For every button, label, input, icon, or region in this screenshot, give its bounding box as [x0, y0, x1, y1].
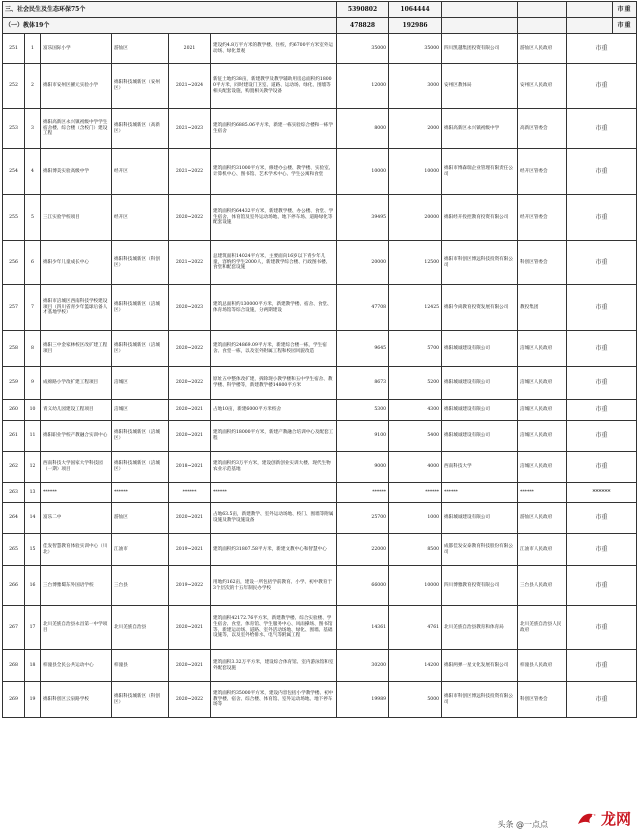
project-scale: 占地63.5亩，新建教学、室外运动场地、校门、围墙等附属设施及教学设施设备: [211, 503, 337, 534]
project-method: 市重: [567, 650, 637, 682]
row-sub-number: 11: [25, 421, 41, 452]
project-scale: 建筑总面积约130000平方米，新建教学楼、宿舍、食堂、体育场馆等综合设施，分两期建设: [211, 285, 337, 331]
project-area: 游仙区: [112, 503, 169, 534]
project-period: 2020~2022: [169, 195, 211, 241]
section-title: 三、社会民生及生态环保75个: [3, 2, 337, 18]
project-owner: 绵阳市科创区博远科技投资有限公司: [442, 682, 518, 718]
table-row: [3, 149, 637, 195]
project-scale: 新征土地约38亩，新建教学及教学辅助用房总面积约18000平方米，同时建设门卫室、道路、运动场、绿化、围墙等相关配套设施，购置相关教学设备: [211, 64, 337, 109]
row-number: 263: [3, 483, 25, 503]
row-number: 257: [3, 285, 25, 331]
row-sub-number: 14: [25, 503, 41, 534]
project-method: 市重: [567, 285, 637, 331]
table-row: [3, 534, 637, 566]
project-name: 富乐国际小学: [41, 34, 112, 64]
row-number: 260: [3, 400, 25, 421]
project-name: 绵阳三中金家林校区改扩建工程项目: [41, 331, 112, 367]
responsible-unit: 涪城区人民政府: [518, 331, 567, 367]
project-annual-invest: 35000: [389, 34, 442, 64]
row-sub-number: 1: [25, 34, 41, 64]
row-number: 259: [3, 367, 25, 400]
project-annual-invest: 4761: [389, 606, 442, 650]
project-period: 2020~2022: [169, 682, 211, 718]
project-method: 市重: [567, 64, 637, 109]
responsible-unit: 科创区管委会: [518, 241, 567, 285]
project-method: 市重: [567, 534, 637, 566]
project-name: 绵阳科创区云泉路学校: [41, 682, 112, 718]
project-annual-invest: 14200: [389, 650, 442, 682]
subsection-total: 478828: [337, 18, 389, 34]
table-row: [3, 285, 637, 331]
project-scale: 建筑面积约64432平方米，新建教学楼、办公楼、食堂、学生宿舍、体育馆及室外运动场地、地下停车场、道路绿化等配套设施: [211, 195, 337, 241]
project-total-invest: 9645: [337, 331, 389, 367]
project-annual-invest: 8500: [389, 534, 442, 566]
row-number: 256: [3, 241, 25, 285]
project-total-invest: 47708: [337, 285, 389, 331]
table-row: [3, 34, 637, 64]
project-total-invest: 30200: [337, 650, 389, 682]
row-number: 268: [3, 650, 25, 682]
row-number: 269: [3, 682, 25, 718]
project-total-invest: 39495: [337, 195, 389, 241]
row-sub-number: 9: [25, 367, 41, 400]
row-number: 262: [3, 452, 25, 483]
project-period: 2020~2021: [169, 650, 211, 682]
project-area: 绵阳科技城新区（涪城区）: [112, 421, 169, 452]
section-row: [3, 2, 637, 18]
project-area: 绵阳科技城新区（高新区）: [112, 109, 169, 149]
project-scale: 建筑面积42172.76平方米，新建教学楼、综合实验楼、学生宿舍、食堂、体育馆、学生服务中心、风雨操场、图书馆等，新建运动场、道路、室外活动场地、绿化、围墙、基础设施等，以及室外给排水、电气等附属工程: [211, 606, 337, 650]
row-sub-number: 12: [25, 452, 41, 483]
responsible-unit: ******: [518, 483, 567, 503]
project-method: 市重: [567, 606, 637, 650]
responsible-unit: 江油市人民政府: [518, 534, 567, 566]
project-method: 市重: [567, 367, 637, 400]
project-name: ******: [41, 483, 112, 503]
project-name: 绵阳市涪城区西南科技学校建设项目（四川省青少年篮球后备人才基地学校）: [41, 285, 112, 331]
project-annual-invest: 3000: [389, 64, 442, 109]
project-owner: 安州区教体局: [442, 64, 518, 109]
responsible-unit: 游仙区人民政府: [518, 34, 567, 64]
row-sub-number: 10: [25, 400, 41, 421]
row-sub-number: 3: [25, 109, 41, 149]
project-owner: 绵阳城诚建设有限公司: [442, 331, 518, 367]
responsible-unit: 经开区管委会: [518, 195, 567, 241]
project-total-invest: 10000: [337, 149, 389, 195]
project-period: 2020~2023: [169, 285, 211, 331]
project-method: 市重: [567, 682, 637, 718]
row-sub-number: 7: [25, 285, 41, 331]
project-area: 北川羌族自治县: [112, 606, 169, 650]
project-owner: 绵阳城诚建设有限公司: [442, 421, 518, 452]
project-scale: 建筑面积约35000平方米，建设内容包括小学教学楼、初中教学楼、宿舍、综合楼、体育馆、室外运动场地、地下停车场等: [211, 682, 337, 718]
project-owner: 绵阳城诚建设有限公司: [442, 503, 518, 534]
project-owner: 绵阳今尚教育投资发展有限公司: [442, 285, 518, 331]
project-total-invest: 5300: [337, 400, 389, 421]
project-annual-invest: 20000: [389, 195, 442, 241]
row-number: 251: [3, 34, 25, 64]
responsible-unit: 经开区管委会: [518, 149, 567, 195]
project-scale: 总建筑面积14024平方米，主要面向16岁以下青少年儿童，容纳约学生2000人，新建教学综合楼、行政图书楼、食堂和配套设施: [211, 241, 337, 285]
project-period: 2020~2021: [169, 421, 211, 452]
project-method: 市重: [567, 400, 637, 421]
project-name: 西南科技大学国家大学科技园（一期）项目: [41, 452, 112, 483]
responsible-unit: 三台县人民政府: [518, 566, 567, 606]
project-total-invest: ******: [337, 483, 389, 503]
project-method: 市重: [567, 149, 637, 195]
watermark-site: 龙网: [600, 810, 631, 828]
project-name: 绵阳高新区永兴镇初级中学学生宿舍楼、综合楼（含校门）建设工程: [41, 109, 112, 149]
project-name: 梓潼县全民公共运动中心: [41, 650, 112, 682]
project-owner: 成都佳发安泰教育科技股份有限公司: [442, 534, 518, 566]
project-area: 绵阳科技城新区（科创区）: [112, 241, 169, 285]
row-sub-number: 5: [25, 195, 41, 241]
project-method: 市重: [567, 452, 637, 483]
row-number: 253: [3, 109, 25, 149]
row-number: 261: [3, 421, 25, 452]
row-number: 254: [3, 149, 25, 195]
responsible-unit: 涪城区人民政府: [518, 421, 567, 452]
table-row: [3, 421, 637, 452]
project-period: 2021~2023: [169, 109, 211, 149]
project-method: 市重: [567, 503, 637, 534]
row-sub-number: 4: [25, 149, 41, 195]
project-owner: 四川博雅教育投资有限公司: [442, 566, 518, 606]
table-row: [3, 606, 637, 650]
project-owner: 绵阳城诚建设有限公司: [442, 400, 518, 421]
project-annual-invest: 5000: [389, 682, 442, 718]
project-annual-invest: ******: [389, 483, 442, 503]
project-name: 北川羌族自治县永昌第一中学项目: [41, 606, 112, 650]
project-method: ******: [567, 483, 637, 503]
project-area: 涪城区: [112, 400, 169, 421]
project-owner: 绵阳市博森瑞企业管理有限责任公司: [442, 149, 518, 195]
project-period: 2021~2024: [169, 64, 211, 109]
table-row: [3, 452, 637, 483]
project-period: 2019~2022: [169, 566, 211, 606]
project-scale: 建筑面积约18000平方米，新建产教融合培训中心及配套工程: [211, 421, 337, 452]
project-area: 绵阳科技城新区（科创区）: [112, 682, 169, 718]
project-period: ******: [169, 483, 211, 503]
row-sub-number: 19: [25, 682, 41, 718]
project-area: 绵阳科技城新区（安州区）: [112, 64, 169, 109]
row-number: 258: [3, 331, 25, 367]
subsection-row: [3, 18, 637, 34]
project-total-invest: 14361: [337, 606, 389, 650]
project-method: 市重: [567, 566, 637, 606]
project-annual-invest: 10000: [389, 566, 442, 606]
responsible-unit: 梓潼县人民政府: [518, 650, 567, 682]
project-period: 2019~2021: [169, 534, 211, 566]
row-sub-number: 15: [25, 534, 41, 566]
row-sub-number: 2: [25, 64, 41, 109]
project-annual-invest: 12500: [389, 241, 442, 285]
responsible-unit: 安州区人民政府: [518, 64, 567, 109]
table-row: [3, 503, 637, 534]
dragon-logo-icon: [576, 810, 598, 828]
project-total-invest: 22000: [337, 534, 389, 566]
project-name: 佳发智慧教育体验实训中心（川北）: [41, 534, 112, 566]
project-owner: 四川凯越集团投资有限公司: [442, 34, 518, 64]
project-annual-invest: 10000: [389, 149, 442, 195]
responsible-unit: 教投集团: [518, 285, 567, 331]
project-period: 2020~2021: [169, 400, 211, 421]
project-total-invest: 25700: [337, 503, 389, 534]
project-method: 市重: [567, 109, 637, 149]
project-area: 三台县: [112, 566, 169, 606]
table-row: [3, 195, 637, 241]
project-name: 绵阳市安州区擢元实验小学: [41, 64, 112, 109]
project-annual-invest: 4000: [389, 452, 442, 483]
row-number: 267: [3, 606, 25, 650]
project-total-invest: 19989: [337, 682, 389, 718]
subsection-method: 市重: [613, 18, 637, 34]
project-name: 绵阳博美实验高级中学: [41, 149, 112, 195]
table-row: [3, 650, 637, 682]
watermark-tagline: 头条 @一点点: [497, 820, 548, 829]
responsible-unit: 科创区管委会: [518, 682, 567, 718]
row-sub-number: 13: [25, 483, 41, 503]
project-area: 经开区: [112, 149, 169, 195]
project-name: 成绵路小学改扩建工程项目: [41, 367, 112, 400]
project-total-invest: 8673: [337, 367, 389, 400]
responsible-unit: 涪城区人民政府: [518, 400, 567, 421]
row-number: 265: [3, 534, 25, 566]
project-scale: 建设约4.8万平方米的教学楼、住校，约6700平方米室外运动场、绿化景观: [211, 34, 337, 64]
project-period: 2018~2021: [169, 452, 211, 483]
project-name: 三台博雅蜀东外国语学校: [41, 566, 112, 606]
project-table: [2, 1, 637, 718]
project-area: 绵阳科技城新区（涪城区）: [112, 285, 169, 331]
responsible-unit: 涪城区人民政府: [518, 452, 567, 483]
project-owner: 绵阳高新区永兴镇初级中学: [442, 109, 518, 149]
row-number: 252: [3, 64, 25, 109]
row-sub-number: 17: [25, 606, 41, 650]
table-row: [3, 682, 637, 718]
project-period: 2020~2021: [169, 503, 211, 534]
section-method: 市重: [613, 2, 637, 18]
project-annual-invest: 5700: [389, 331, 442, 367]
table-row: [3, 241, 637, 285]
project-scale: 原址五中整体改扩建，拆除现小教学楼和五中学生宿舍、教学楼、科学楼等，新建教学楼14800平方米: [211, 367, 337, 400]
project-name: 青义幼儿园建设工程项目: [41, 400, 112, 421]
project-scale: ******: [211, 483, 337, 503]
row-number: 264: [3, 503, 25, 534]
project-name: 绵阳职业学校产教融合实训中心: [41, 421, 112, 452]
table-row: [3, 64, 637, 109]
project-area: 江油市: [112, 534, 169, 566]
project-name: 三江实验学校项目: [41, 195, 112, 241]
project-scale: 用地约162亩，建设一所包括学前教育、小学、初中教育于3个层次的十五年制民办学校: [211, 566, 337, 606]
responsible-unit: 游仙区人民政府: [518, 503, 567, 534]
project-scale: 占地10亩，新建6000平方米校舍: [211, 400, 337, 421]
project-annual-invest: 12425: [389, 285, 442, 331]
project-method: 市重: [567, 331, 637, 367]
project-method: 市重: [567, 34, 637, 64]
project-owner: 西南科技大学: [442, 452, 518, 483]
project-owner: 绵阳经开投控教育投资有限公司: [442, 195, 518, 241]
table-row: [3, 109, 637, 149]
project-annual-invest: 1000: [389, 503, 442, 534]
project-annual-invest: 5400: [389, 421, 442, 452]
project-area: ******: [112, 483, 169, 503]
project-method: 市重: [567, 195, 637, 241]
watermark: [571, 806, 636, 831]
project-method: 市重: [567, 241, 637, 285]
project-period: 2021~2022: [169, 149, 211, 195]
project-owner: 绵阳市科创区博远科技投资有限公司: [442, 241, 518, 285]
project-total-invest: 12000: [337, 64, 389, 109]
project-total-invest: 35000: [337, 34, 389, 64]
responsible-unit: 北川羌族自治县人民政府: [518, 606, 567, 650]
project-name: 绵阳少年儿童成长中心: [41, 241, 112, 285]
project-area: 绵阳科技城新区（涪城区）: [112, 452, 169, 483]
table-row: [3, 566, 637, 606]
table-row: [3, 483, 637, 503]
project-area: 游仙区: [112, 34, 169, 64]
project-owner: 绵阳两弹一星文化发展有限公司: [442, 650, 518, 682]
responsible-unit: 涪城区人民政府: [518, 367, 567, 400]
project-period: 2020~2022: [169, 367, 211, 400]
project-area: 绵阳科技城新区（涪城区）: [112, 331, 169, 367]
project-period: 2020~2021: [169, 606, 211, 650]
project-area: 经开区: [112, 195, 169, 241]
subsection-title: （一）教体19个: [3, 18, 337, 34]
project-annual-invest: 4300: [389, 400, 442, 421]
project-owner: ******: [442, 483, 518, 503]
project-total-invest: 9100: [337, 421, 389, 452]
project-owner: 绵阳城诚建设有限公司: [442, 367, 518, 400]
project-annual-invest: 5200: [389, 367, 442, 400]
subsection-annual: 192986: [389, 18, 442, 34]
responsible-unit: 高新区管委会: [518, 109, 567, 149]
project-owner: 北川羌族自治县教育和体育局: [442, 606, 518, 650]
section-total: 5390802: [337, 2, 389, 18]
project-scale: 建筑面积3.32万平方米，建设综合体育馆、室内游泳馆和室外配套设施: [211, 650, 337, 682]
table-row: [3, 367, 637, 400]
table-row: [3, 400, 637, 421]
project-method: 市重: [567, 421, 637, 452]
project-name: 富乐二中: [41, 503, 112, 534]
project-total-invest: 8000: [337, 109, 389, 149]
row-sub-number: 16: [25, 566, 41, 606]
row-number: 266: [3, 566, 25, 606]
project-period: 2021: [169, 34, 211, 64]
project-total-invest: 9000: [337, 452, 389, 483]
project-scale: 建筑面积约24869.09平方米，新建综合楼一栋，学生宿舍、食堂一栋，以及室外附属工程和校园风貌改造: [211, 331, 337, 367]
project-period: 2021~2022: [169, 241, 211, 285]
row-number: 255: [3, 195, 25, 241]
row-sub-number: 18: [25, 650, 41, 682]
project-scale: 建筑面积约31807.58平方米，新建文教中心和智慧中心: [211, 534, 337, 566]
project-period: 2020~2022: [169, 331, 211, 367]
project-area: 涪城区: [112, 367, 169, 400]
project-annual-invest: 2000: [389, 109, 442, 149]
project-scale: 建筑面积约6885.06平方米，新建一栋实验综合楼和一栋学生宿舍: [211, 109, 337, 149]
row-sub-number: 8: [25, 331, 41, 367]
project-total-invest: 66000: [337, 566, 389, 606]
project-total-invest: 20000: [337, 241, 389, 285]
section-annual: 1064444: [389, 2, 442, 18]
table-row: [3, 331, 637, 367]
project-scale: 建筑面积约31000平方米，修建办公楼、教学楼、实验室、计算机中心、图书馆、艺术学术中心、学生公寓和食堂: [211, 149, 337, 195]
project-area: 梓潼县: [112, 650, 169, 682]
row-sub-number: 6: [25, 241, 41, 285]
project-scale: 建筑面积约3万平方米，建设创新创业实训大楼、现代生物农业示范基地: [211, 452, 337, 483]
